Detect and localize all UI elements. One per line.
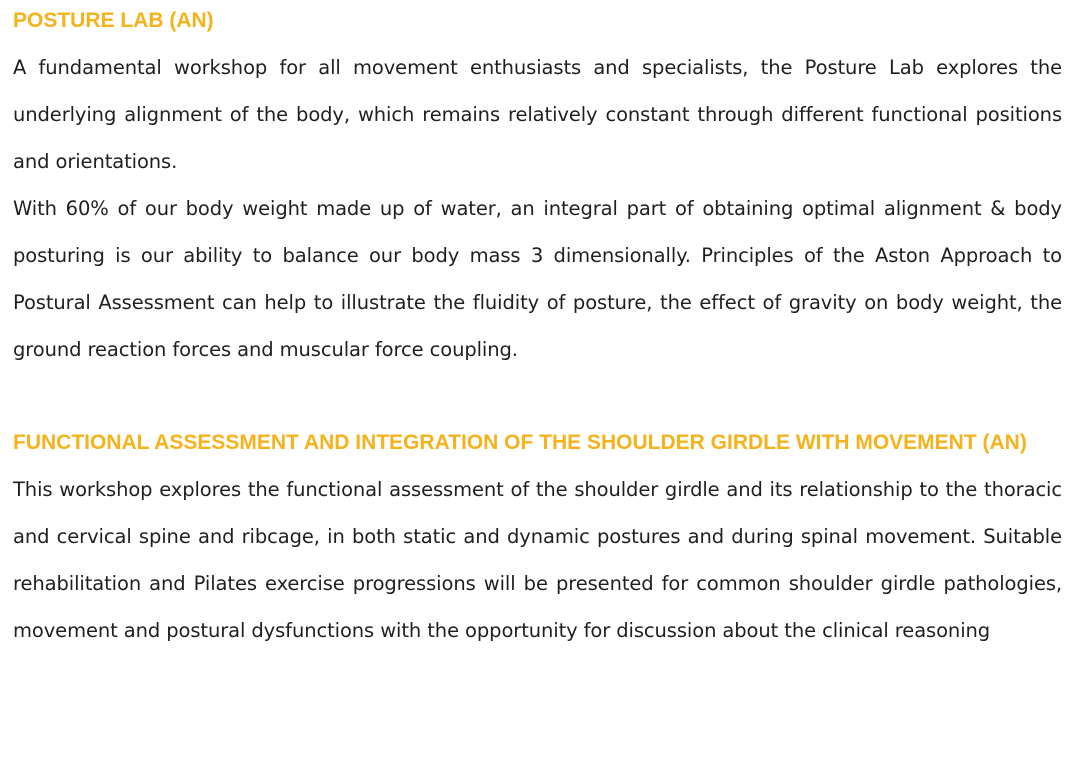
section-posture-lab	[13, 0, 1062, 373]
section-spacer	[13, 373, 1062, 419]
section-paragraph: With 60% of our body weight made up of water, an integral part of obtaining optimal alignment & body posturing is our ability to balance our body mass 3 dimensionally. Principles of the Aston Approach to Postural Assessment can help to illustrate the fluidity of posture, the effect of gravity on body weight, the ground reaction forces and muscular force coupling.	[13, 197, 1062, 361]
section-shoulder-girdle	[13, 419, 1062, 654]
article	[13, 0, 1062, 654]
section-title: FUNCTIONAL ASSESSMENT AND INTEGRATION OF THE SHOULDER GIRDLE WITH MOVEMENT (AN)	[13, 431, 1027, 454]
section-paragraph: A fundamental workshop for all movement enthusiasts and specialists, the Posture Lab explores the underlying alignment of the body, which remains relatively constant through different functional positions and orientations.	[13, 56, 1062, 173]
section-title: POSTURE LAB (AN)	[13, 9, 214, 32]
section-paragraph: This workshop explores the functional assessment of the shoulder girdle and its relationship to the thoracic and cervical spine and ribcage, in both static and dynamic postures and during spinal movement. Suitable rehabilitation and Pilates exercise progressions will be presented for common shoulder girdle pathologies, movement and postural dysfunctions with the opportunity for discussion about the clinical reasoning	[13, 478, 1062, 642]
